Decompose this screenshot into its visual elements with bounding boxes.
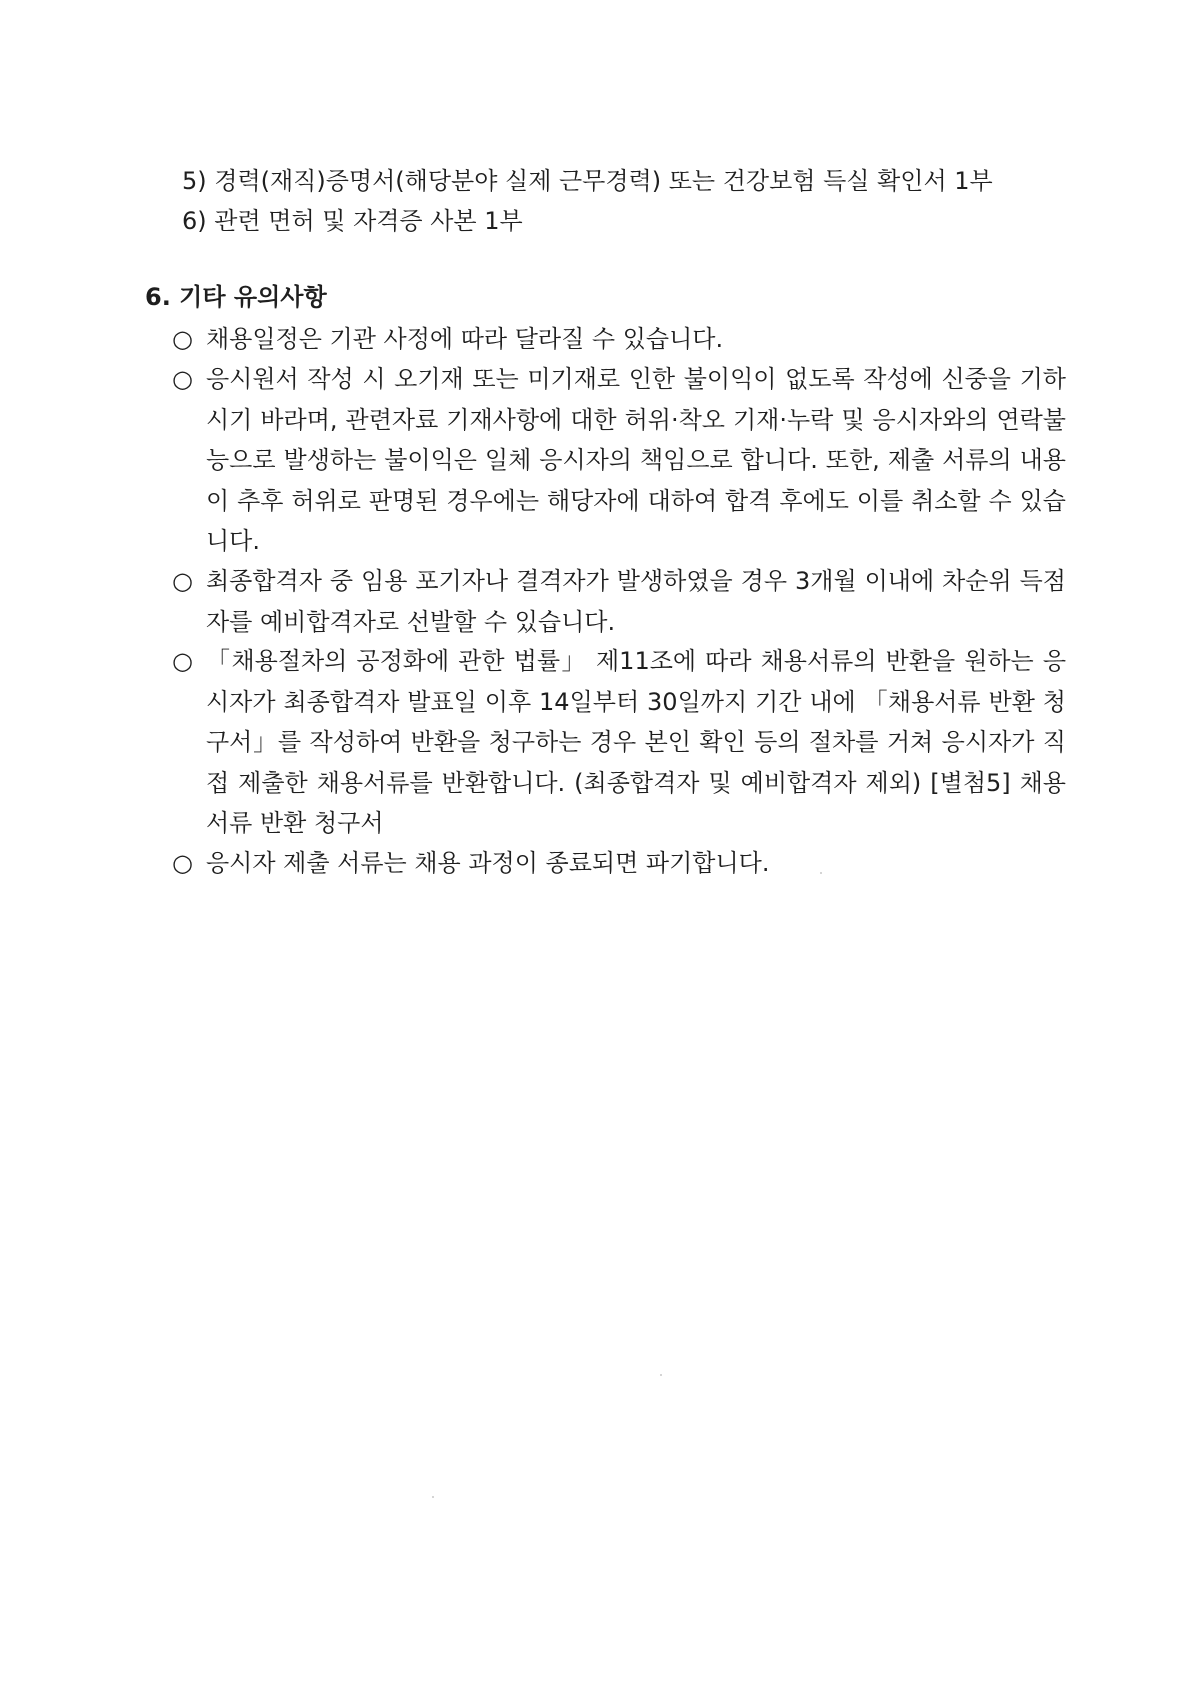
bullet-item-2: 응시원서 작성 시 오기재 또는 미기재로 인한 불이익이 없도록 작성에 신중을 기하시기 바라며, 관련자료 기재사항에 대한 허위·착오 기재·누락 및 응시자와의 연락불능으로 발생하는 불이익은 일체 응시자의 책임으로 합니다. 또한, 제출 서류의 내용이 추후 허위로 판명된 경우에는 해당자에 대하여 합격 후에도 이를 취소할 수 있습니다. bbox=[206, 365, 1066, 555]
bullet-item-3: 최종합격자 중 임용 포기자나 결격자가 발생하였을 경우 3개월 이내에 차순위 득점자를 예비합격자로 선발할 수 있습니다. bbox=[206, 567, 1066, 636]
bullet-item-4: 「채용절차의 공정화에 관한 법률」 제11조에 따라 채용서류의 반환을 원하는 응시자가 최종합격자 발표일 이후 14일부터 30일까지 기간 내에 「채용서류 반환 청구서」를 작성하여 반환을 청구하는 경우 본인 확인 등의 절차를 거쳐 응시자가 직접 제출한 채용서류를 반환합니다. (최종합격자 및 예비합격자 제외) [별첨5] 채용서류 반환 청구서 bbox=[206, 647, 1066, 837]
bullet-circle-icon: ○ bbox=[172, 325, 193, 353]
scan-speck bbox=[660, 1374, 662, 1376]
scan-speck bbox=[432, 1496, 434, 1498]
section-heading: 6. 기타 유의사항 bbox=[145, 283, 327, 311]
bullet-item-1: 채용일정은 기관 사정에 따라 달라질 수 있습니다. bbox=[206, 325, 724, 353]
scan-speck bbox=[820, 872, 822, 874]
bullet-circle-icon: ○ bbox=[172, 365, 193, 393]
list-item-5: 5) 경력(재직)증명서(해당분야 실제 근무경력) 또는 건강보험 득실 확인서 1부 bbox=[182, 167, 993, 195]
list-item-6: 6) 관련 면허 및 자격증 사본 1부 bbox=[182, 207, 523, 235]
bullet-circle-icon: ○ bbox=[172, 647, 193, 675]
bullet-circle-icon: ○ bbox=[172, 849, 193, 877]
bullet-item-5: 응시자 제출 서류는 채용 과정이 종료되면 파기합니다. bbox=[206, 849, 770, 877]
bullet-circle-icon: ○ bbox=[172, 567, 193, 595]
